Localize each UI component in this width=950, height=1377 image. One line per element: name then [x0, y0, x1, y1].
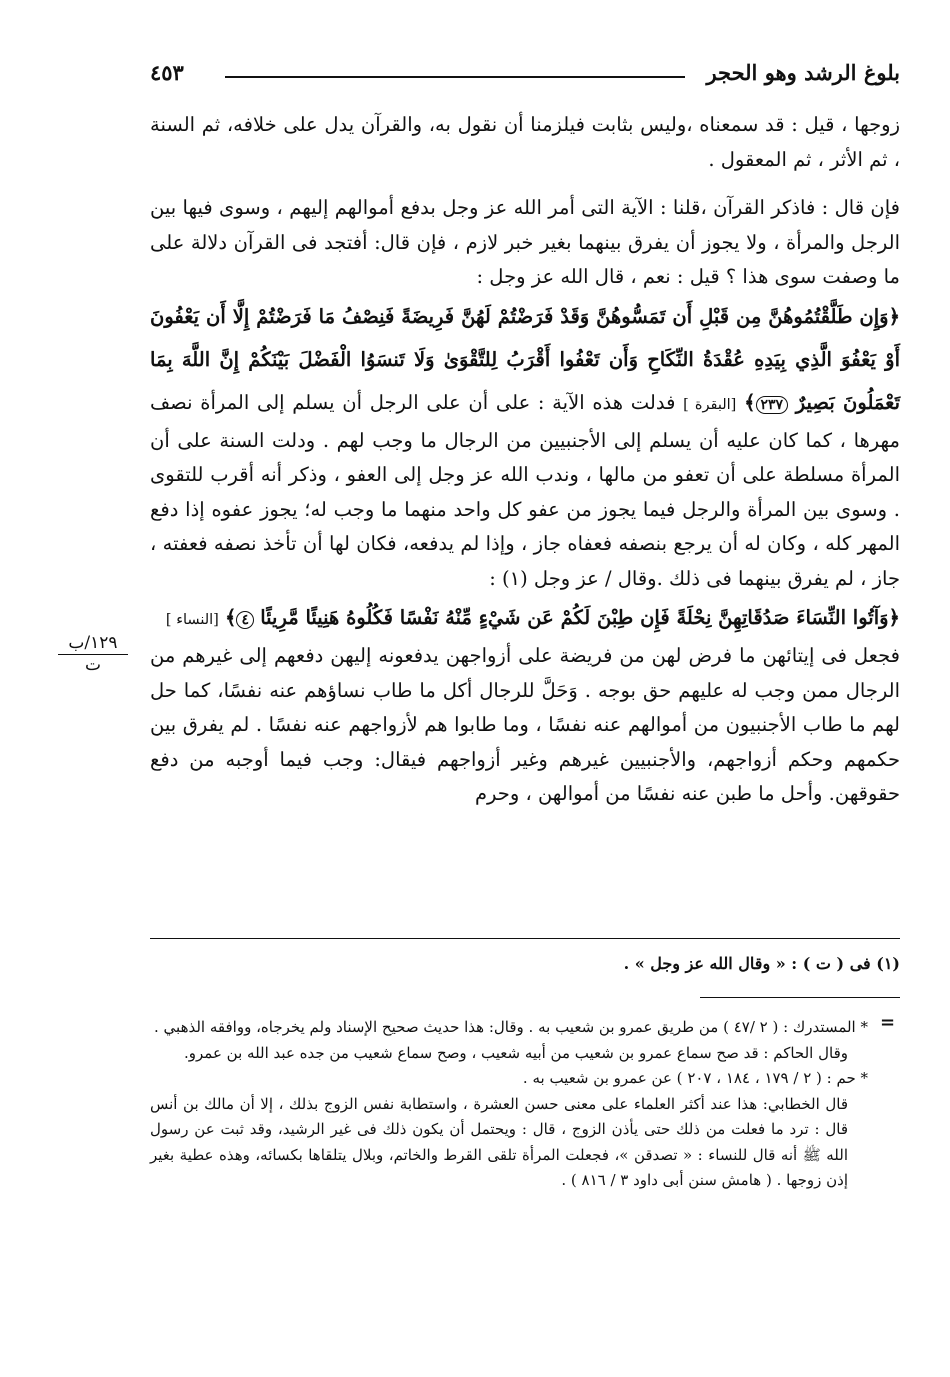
editor-notes — [150, 1015, 868, 1194]
main-text — [150, 108, 900, 812]
continuation-mark: = — [880, 1012, 896, 1033]
quran-passage-1: ﴿وَإِن طَلَّقْتُمُوهُنَّ مِن قَبْلِ أَن تَمَسُّوهُنَّ وَقَدْ فَرَضْتُمْ لَهُنَّ فَرِيضَةً فَنِصْفُ مَا فَرَضْتُمْ إِلَّا أَن يَعْفُونَ أَوْ يَعْفُوَ الَّذِي بِيَدِهِ عُقْدَةُ النِّكَاحِ وَأَن تَعْفُوا أَقْرَبُ لِلتَّقْوَىٰ وَلَا تَنسَوُا الْفَضْلَ بَيْنَكُمْ إِنَّ اللَّهَ بِمَا تَعْمَلُونَ بَصِيرٌ ٢٣٧﴾ [البقرة ] فدلت هذه الآية : على أن على الرجل أن يسلم إلى المرأة نصف مهرها ، كما كان عليه أن يسلم إلى الأجنبيين من الرجال ما وجب لهم . ودلت السنة على أن المرأة مسلطة على أن تعفو من مالها ، وندب الله عز وجل إلى العفو ، وذكر أنه أقرب للتقوى . وسوى بين المرأة والرجل فيما يجوز من عفو كل واحد منهما ما وجب له؛ يجوز عفوه إذا دفع المهر كله ، وكان له أن يرجع بنصفه فعفاه جاز ، وإذا لم يدفعه، فكان لها أن تأخذ نصفه فعفته ، جاز ، لم يفرق بينهما فى ذلك .وقال / عز وجل (١) : — [150, 304, 901, 590]
editor-note-hakim: وقال الحاكم : قد صح سماع عمرو بن شعيب من أبيه شعيب ، وصح سماع شعيب من جده عبد الله بن عمرو. — [183, 1043, 848, 1062]
editor-note-khattabi: قال الخطابي: هذا عند أكثر العلماء على معنى حسن العشرة ، واستطابة نفس الزوج بذلك ، إلا أن مالك بن أنس قال : ترد ما فعلت من ذلك حتى يأذن الزوج ، قال : ويحتمل أن يكون ذلك فى غير الرشيد، وقد ثبت عن رسول الله ﷺ أنه قال للنساء : « تصدقن »، فجعلت المرأة تلقى القرط والخاتم، وبلال يتلقاها بكسائه، وهذه عطية بغير إذن زوجها . ( هامش سنن أبى داود ٣ / ٨١٦ ) . — [150, 1094, 849, 1189]
ayah-number-237: ٢٣٧ — [756, 396, 789, 414]
paragraph-2: فإن قال : فاذكر القرآن ،قلنا : الآية التى أمر الله عز وجل بدفع أموالهم إليهم ، وسوى فيها بين الرجل والمرأة ، ولا يجوز أن يفرق بينهما بغير خبر لازم ، فإن قال: أفتجد فى القرآن دلالة على ما وصفت سوى هذا ؟ قيل : نعم ، قال الله عز وجل : — [150, 196, 900, 288]
page-number: ٤٥٣ — [150, 60, 184, 85]
manuscript-folio: ١٢٩/ب — [58, 633, 128, 655]
running-header — [150, 58, 900, 94]
paragraph-3: فدلت هذه الآية : على أن على الرجل أن يسلم إلى المرأة نصف مهرها ، كما كان عليه أن يسلم إلى الأجنبيين من الرجال ما وجب لهم . ودلت السنة على أن المرأة مسلطة على أن تعفو من مالها ، وندب الله عز وجل إلى العفو ، وذكر أنه أقرب للتقوى . وسوى بين المرأة والرجل فيما يجوز من عفو كل واحد منهما ما وجب له؛ يجوز عفوه إذا دفع المهر كله ، وكان له أن يرجع بنصفه فعفاه جاز ، وإذا لم يدفعه، فكان لها أن تأخذ نصفه فعفته ، جاز ، لم يفرق بينهما فى ذلك .وقال / عز وجل — [150, 390, 900, 590]
surah-reference-baqarah: [البقرة ] — [683, 396, 737, 413]
footnote-1: (١) فى ( ت ) : « وقال الله عز وجل » . — [623, 954, 900, 973]
quran-verse-baqarah: ﴿وَإِن طَلَّقْتُمُوهُنَّ مِن قَبْلِ أَن تَمَسُّوهُنَّ وَقَدْ فَرَضْتُمْ لَهُنَّ فَرِيضَةً فَنِصْفُ مَا فَرَضْتُمْ إِلَّا أَن يَعْفُونَ أَوْ يَعْفُوَ الَّذِي بِيَدِهِ عُقْدَةُ النِّكَاحِ وَأَن تَعْفُوا أَقْرَبُ لِلتَّقْوَىٰ وَلَا تَنسَوُا الْفَضْلَ بَيْنَكُمْ إِنَّ اللَّهَ بِمَا تَعْمَلُونَ بَصِيرٌ — [150, 304, 901, 414]
header-title: بلوغ الرشد وهو الحجر — [706, 60, 900, 85]
quran-close-bracket: ﴾ — [744, 390, 756, 414]
ayah-number-4: ٤ — [236, 611, 254, 629]
quran-verse-nisa: ﴿وَآتُوا النِّسَاءَ صَدُقَاتِهِنَّ نِحْلَةً فَإِن طِبْنَ لَكُمْ عَن شَيْءٍ مِّنْهُ نَفْسًا فَكُلُوهُ هَنِيئًا مَّرِيئًا — [260, 606, 900, 629]
quran-passage-2 — [150, 596, 900, 639]
manuscript-siglum: ت — [84, 655, 101, 675]
header-rule — [225, 76, 685, 78]
surah-reference-nisa: [النساء ] — [165, 612, 219, 628]
footnote-ref-1: (١) — [502, 566, 528, 590]
editor-notes-divider — [700, 997, 900, 998]
editor-note-ahmad: * حم : ( ٢ / ١٧٩ ، ١٨٤ ، ٢٠٧ ) عن عمرو بن شعيب به . — [522, 1069, 868, 1087]
paragraph-1: زوجها ، قيل : قد سمعناه ،وليس بثابت فيلزمنا أن نقول به، والقرآن يدل على خلافه، ثم السنة ، ثم الأثر ، ثم المعقول . — [150, 113, 900, 171]
quran-close-bracket: ﴾ — [225, 606, 237, 629]
editor-note-mustadrak: * المستدرك : ( ٢ /٤٧ ) من طريق عمرو بن شعيب به . وقال: هذا حديث صحيح الإسناد ولم يخرجاه، ووافقه الذهبي . — [154, 1018, 868, 1036]
footnote-divider — [150, 938, 900, 939]
margin-note — [58, 633, 128, 675]
paragraph-4: فجعل فى إيتائهن ما فرض لهن من فريضة على أزواجهن يدفعونه إليهن دفعهم إلى غيرهم من الرجال ممن وجب له عليهم حق بوجه . وَحَلَّ للرجال أكل ما طاب نساؤهم عنه نفسًا، كما حل لهم ما طاب الأجنبيون من أموالهم عنه نفسًا ، وما طابوا هم لأزواجهم عنه نفسًا . لم يفرق بين حكمهم وحكم أزواجهم، والأجنبيين غيرهم وغير أزواجهم فيقال: وجب فيما أوجبه من دفع حقوقهن. وأحل ما طبن عنه نفسًا من أموالهن ، وحرم — [150, 644, 900, 805]
